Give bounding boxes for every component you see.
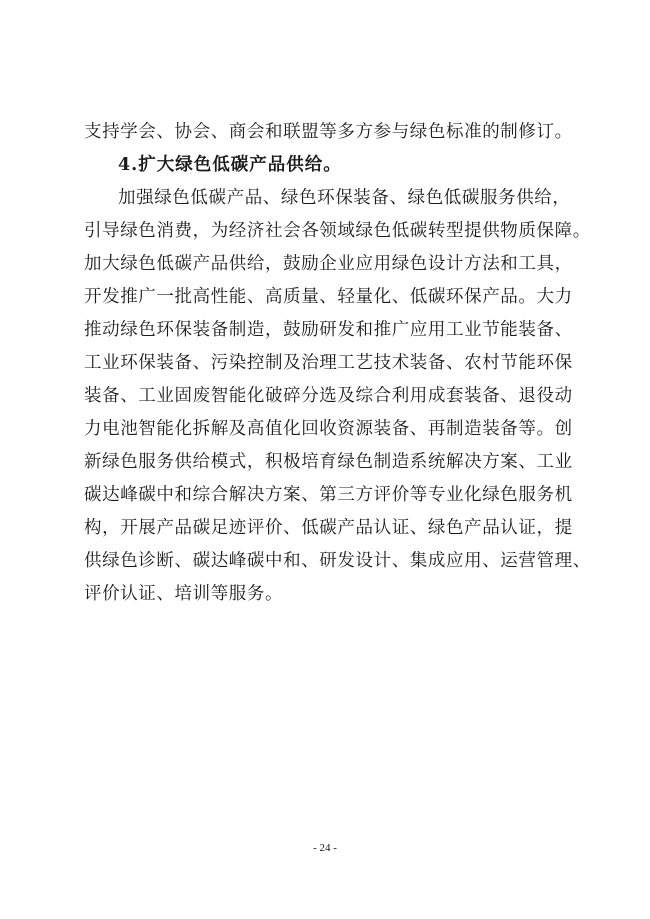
text-line: 开发推广一批高性能、高质量、轻量化、低碳环保产品。大力 bbox=[84, 287, 573, 307]
text-line: 碳达峰碳中和综合解决方案、第三方评价等专业化绿色服务机 bbox=[84, 485, 573, 505]
text-line: 推动绿色环保装备制造，鼓励研发和推广应用工业节能装备、 bbox=[84, 320, 573, 340]
text-line: 引导绿色消费，为经济社会各领域绿色低碳转型提供物质保障。 bbox=[84, 221, 591, 241]
text-line: 供绿色诊断、碳达峰碳中和、研发设计、集成应用、运营管理、 bbox=[84, 551, 591, 571]
section-heading: 4.扩大绿色低碳产品供给。 bbox=[118, 155, 342, 175]
text-line: 装备、工业固废智能化破碎分选及综合利用成套装备、退役动 bbox=[84, 386, 573, 406]
text-line: 评价认证、培训等服务。 bbox=[84, 584, 284, 604]
text-line: 支持学会、协会、商会和联盟等多方参与绿色标准的制修订。 bbox=[84, 122, 573, 142]
text-line: 工业环保装备、污染控制及治理工艺技术装备、农村节能环保 bbox=[84, 353, 573, 373]
page-number: - 24 - bbox=[313, 842, 337, 854]
text-line: 构，开展产品碳足迹评价、低碳产品认证、绿色产品认证，提 bbox=[84, 518, 573, 538]
text-line: 新绿色服务供给模式，积极培育绿色制造系统解决方案、工业 bbox=[84, 452, 573, 472]
text-line: 加大绿色低碳产品供给，鼓励企业应用绿色设计方法和工具， bbox=[84, 254, 573, 274]
text-line: 加强绿色低碳产品、绿色环保装备、绿色低碳服务供给， bbox=[118, 188, 571, 208]
text-line: 力电池智能化拆解及高值化回收资源装备、再制造装备等。创 bbox=[84, 419, 573, 439]
